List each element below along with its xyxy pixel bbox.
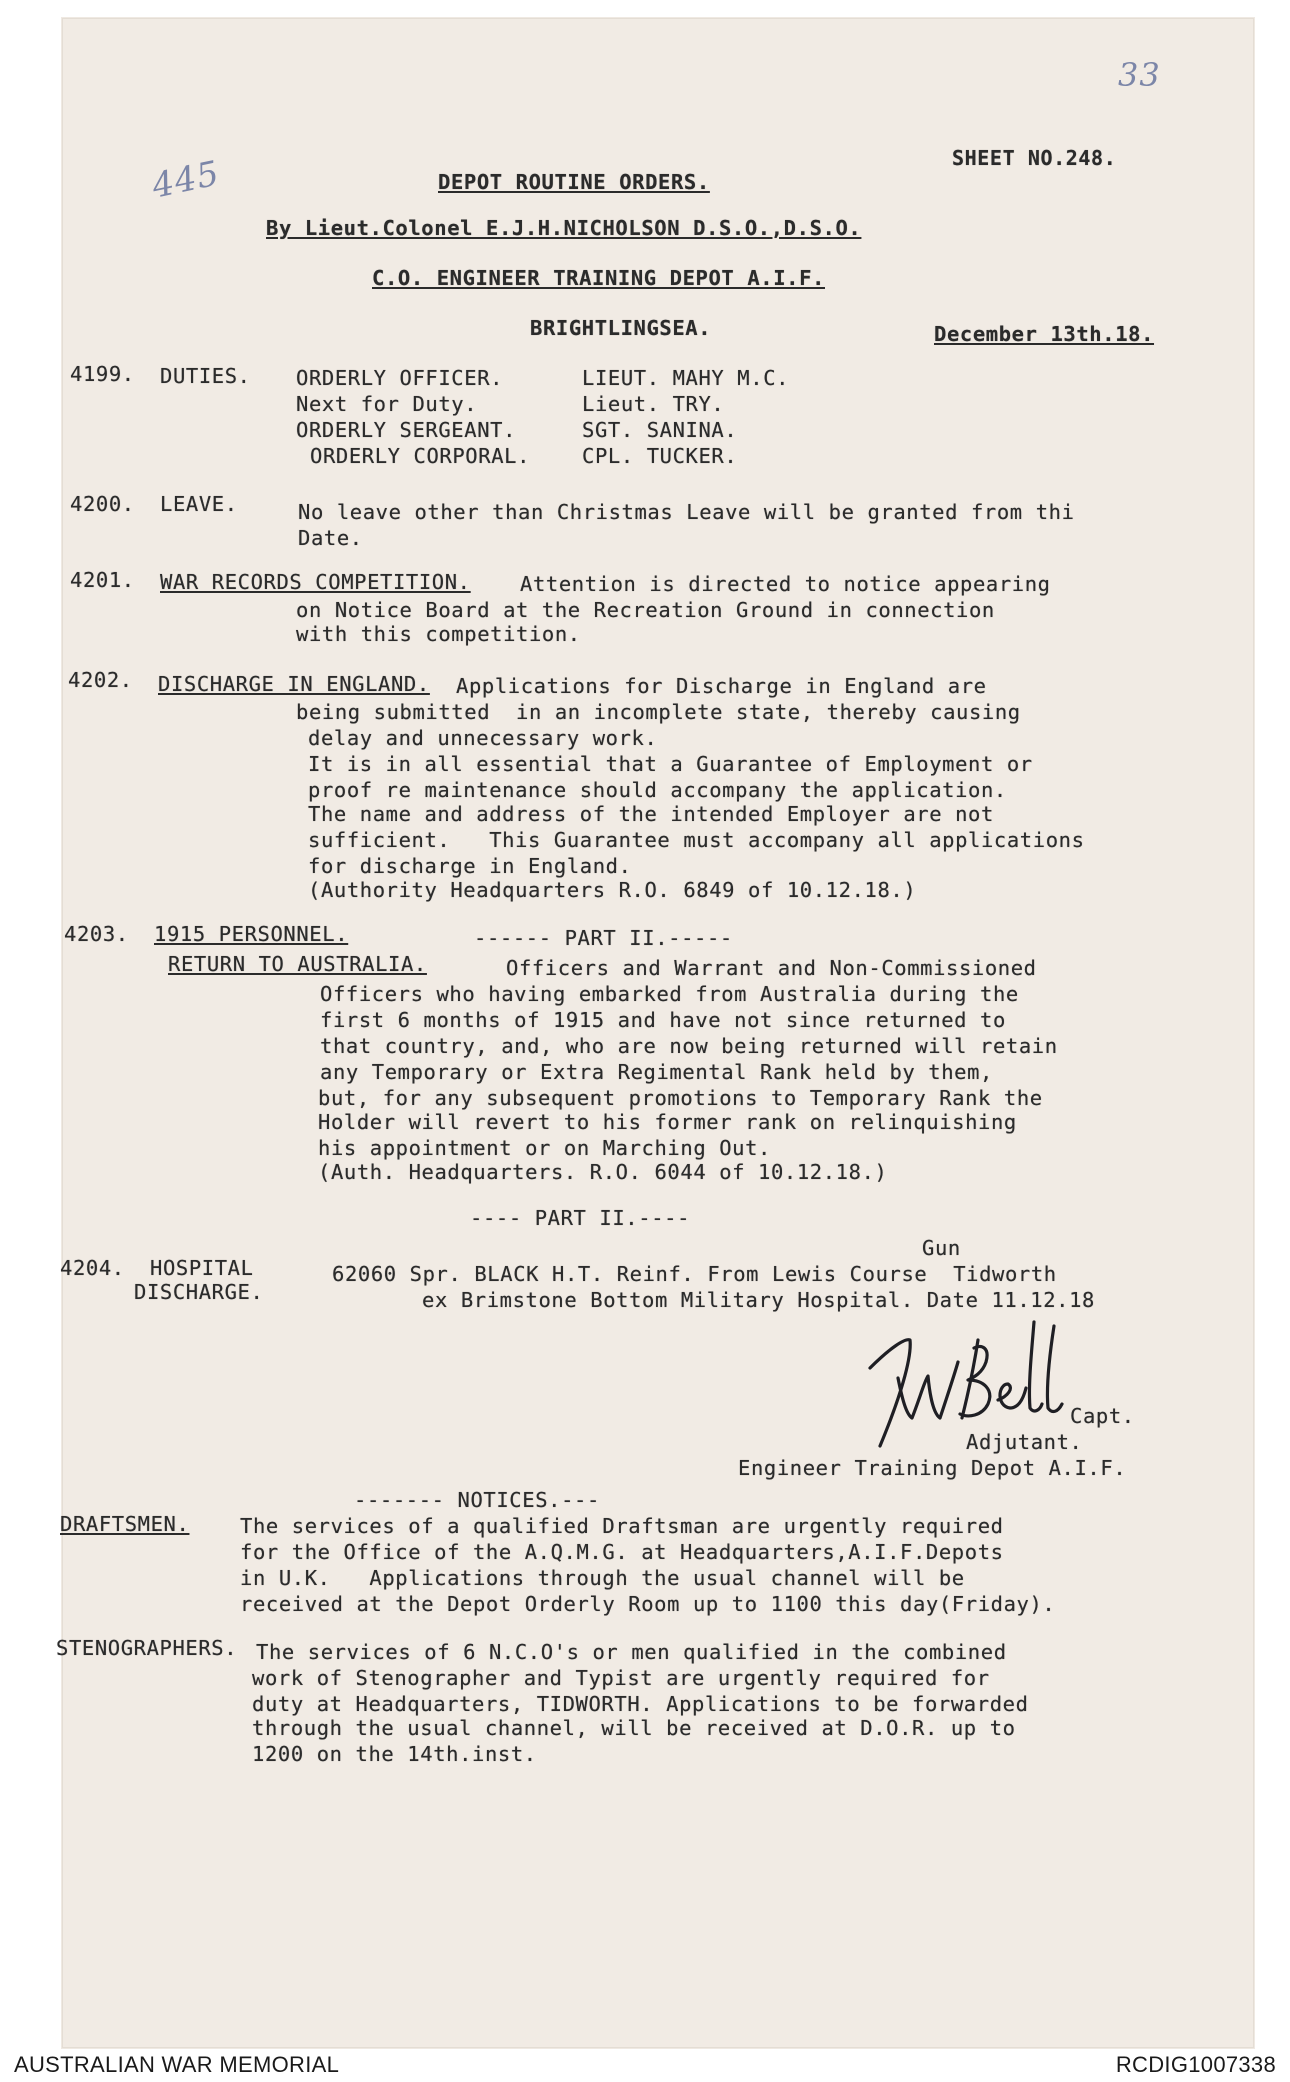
signatory-unit: Engineer Training Depot A.I.F. xyxy=(738,1456,1127,1480)
duty-name: LIEUT. MAHY M.C. xyxy=(582,366,790,390)
notice-text-line: The services of 6 N.C.O's or men qualified in the combined xyxy=(256,1640,1007,1664)
order-heading: 1915 PERSONNEL. xyxy=(154,922,349,946)
order-number: 4199. xyxy=(70,362,135,386)
notice-text-line: 1200 on the 14th.inst. xyxy=(252,1742,537,1766)
notice-text-line: work of Stenographer and Typist are urgently required for xyxy=(252,1666,990,1690)
duty-role: Next for Duty. xyxy=(296,392,478,416)
footer-source: AUSTRALIAN WAR MEMORIAL xyxy=(14,2052,340,2077)
place: BRIGHTLINGSEA. xyxy=(530,316,712,340)
order-number: 4201. xyxy=(70,568,135,592)
order-text-line: but, for any subsequent promotions to Temporary Rank the xyxy=(318,1086,1043,1110)
notice-text-line: The services of a qualified Draftsman are urgently required xyxy=(240,1514,1004,1538)
order-text-line: (Auth. Headquarters. R.O. 6044 of 10.12.18.) xyxy=(318,1160,888,1184)
order-text-line: The name and address of the intended Employer are not xyxy=(308,802,994,826)
order-text-line: any Temporary or Extra Regimental Rank held by them, xyxy=(320,1060,993,1084)
order-number: 4202. xyxy=(68,668,133,692)
duty-role: ORDERLY OFFICER. xyxy=(296,366,504,390)
order-subheading: DISCHARGE. xyxy=(134,1280,264,1304)
order-number: 4203. xyxy=(64,922,129,946)
order-heading: WAR RECORDS COMPETITION. xyxy=(160,570,471,594)
notice-heading: STENOGRAPHERS. xyxy=(56,1636,238,1660)
order-subheading: RETURN TO AUSTRALIA. xyxy=(168,952,427,976)
order-heading: LEAVE. xyxy=(160,492,238,516)
page-title: DEPOT ROUTINE ORDERS. xyxy=(438,170,710,194)
typed-insert: Gun xyxy=(922,1236,961,1260)
order-text-line: (Authority Headquarters R.O. 6849 of 10.12.18.) xyxy=(308,878,917,902)
duty-name: SGT. SANINA. xyxy=(582,418,738,442)
duty-name: Lieut. TRY. xyxy=(582,392,725,416)
order-heading: DISCHARGE IN ENGLAND. xyxy=(158,672,430,696)
order-text-line: It is in all essential that a Guarantee of Employment or xyxy=(308,752,1033,776)
order-text-line: proof re maintenance should accompany the application. xyxy=(308,778,1007,802)
order-text-line: for discharge in England. xyxy=(308,854,632,878)
part-label: ---- PART II.---- xyxy=(470,1206,691,1230)
order-text-line: Officers and Warrant and Non-Commissioned xyxy=(506,956,1037,980)
notice-text-line: for the Office of the A.Q.M.G. at Headquarters,A.I.F.Depots xyxy=(240,1540,1004,1564)
order-heading: HOSPITAL xyxy=(150,1256,254,1280)
order-text-line: Holder will revert to his former rank on relinquishing xyxy=(318,1110,1017,1134)
notice-heading: DRAFTSMEN. xyxy=(60,1512,190,1536)
notice-text-line: duty at Headquarters, TIDWORTH. Applications to be forwarded xyxy=(252,1692,1029,1716)
folio-number-annotation: 445 xyxy=(148,153,224,207)
order-text-line: Attention is directed to notice appearing xyxy=(520,572,1051,596)
unit-line: C.O. ENGINEER TRAINING DEPOT A.I.F. xyxy=(372,266,825,290)
order-number: 4200. xyxy=(70,492,135,516)
footer-item-id: RCDIG1007338 xyxy=(1115,2052,1276,2077)
order-text-line: Applications for Discharge in England are xyxy=(456,674,987,698)
order-text-line: with this competition. xyxy=(296,622,581,646)
signatory-appointment: Adjutant. xyxy=(966,1430,1083,1454)
order-number: 4204. xyxy=(60,1256,125,1280)
order-text-line: ex Brimstone Bottom Military Hospital. Date 11.12.18 xyxy=(422,1288,1095,1312)
order-text-line: Date. xyxy=(298,526,363,550)
order-text-line: No leave other than Christmas Leave will be granted from thi xyxy=(298,500,1075,524)
date: December 13th.18. xyxy=(934,322,1155,346)
order-text-line: 62060 Spr. BLACK H.T. Reinf. From Lewis Course Tidworth xyxy=(332,1262,1057,1286)
notice-text-line: through the usual channel, will be received at D.O.R. up to xyxy=(252,1716,1016,1740)
order-text-line: Officers who having embarked from Australia during the xyxy=(320,982,1019,1006)
order-text-line: delay and unnecessary work. xyxy=(308,726,658,750)
duty-role: ORDERLY CORPORAL. xyxy=(310,444,531,468)
order-text-line: that country, and, who are now being returned will retain xyxy=(320,1034,1058,1058)
duty-name: CPL. TUCKER. xyxy=(582,444,738,468)
page-number-annotation: 33 xyxy=(1118,56,1161,94)
part-label: ------ PART II.----- xyxy=(474,926,733,950)
notice-text-line: received at the Depot Orderly Room up to 1100 this day(Friday). xyxy=(240,1592,1056,1616)
duty-role: ORDERLY SERGEANT. xyxy=(296,418,517,442)
notice-text-line: in U.K. Applications through the usual channel will be xyxy=(240,1566,965,1590)
order-text-line: on Notice Board at the Recreation Ground in connection xyxy=(296,598,995,622)
order-text-line: first 6 months of 1915 and have not since returned to xyxy=(320,1008,1006,1032)
commanding-officer-line: By Lieut.Colonel E.J.H.NICHOLSON D.S.O.,D.S.O. xyxy=(266,216,862,240)
order-heading: DUTIES. xyxy=(160,364,251,388)
notices-heading: ------- NOTICES.--- xyxy=(354,1488,600,1512)
order-text-line: sufficient. This Guarantee must accompany all applications xyxy=(308,828,1085,852)
sheet-number: SHEET NO.248. xyxy=(952,146,1117,170)
order-text-line: his appointment or on Marching Out. xyxy=(318,1136,771,1160)
signatory-rank: Capt. xyxy=(1070,1404,1135,1428)
signature-text xyxy=(0,0,1,1)
order-text-line: being submitted in an incomplete state, thereby causing xyxy=(296,700,1021,724)
